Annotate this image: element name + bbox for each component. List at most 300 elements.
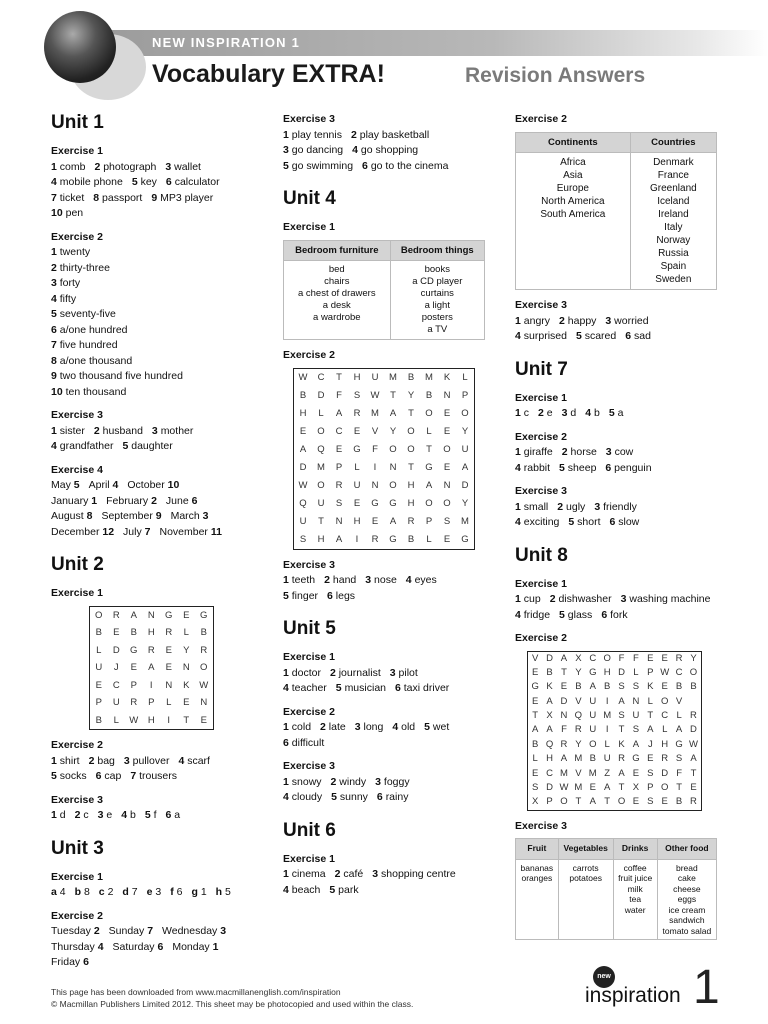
grid-letter: L [676, 710, 682, 722]
grid-letter: N [389, 461, 397, 473]
table-item: Europe [556, 183, 589, 194]
answer-item: July 7 [123, 525, 151, 538]
unit-heading: Unit 7 [515, 358, 568, 380]
table-item: Italy [664, 222, 683, 233]
grid-letter: R [147, 644, 155, 656]
series-title: NEW INSPIRATION 1 [152, 35, 301, 50]
table-cell [558, 859, 613, 940]
inspiration-logo [585, 962, 725, 1014]
grid-letter: O [560, 796, 568, 808]
grid-letter: Q [574, 710, 583, 722]
answer-block [283, 666, 498, 697]
answer-item: 3 mother [151, 424, 194, 437]
answer-item: 2 photograph [94, 160, 157, 173]
answer-item: 4 rabbit [515, 461, 551, 474]
answer-item: 6 sad [625, 330, 651, 342]
answer-item: 3 wallet [165, 160, 201, 173]
grid-letter: W [660, 666, 670, 678]
table-item: cheese [673, 883, 701, 894]
answer-line [515, 461, 725, 477]
grid-letter: C [546, 767, 554, 779]
answer-line [283, 790, 498, 806]
answer-line [283, 681, 498, 697]
answer-block [515, 314, 725, 345]
answer-line [51, 769, 266, 785]
answer-item: 3 e [97, 809, 113, 821]
exercise-label: Exercise 3 [283, 113, 335, 125]
grid-letter: P [546, 796, 553, 808]
grid-row [294, 477, 474, 495]
grid-letter: E [632, 767, 640, 779]
grid-letter: N [443, 479, 451, 491]
grid-letter: T [183, 714, 190, 726]
grid-letter: U [603, 753, 611, 765]
answer-line [51, 292, 266, 308]
grid-letter: T [618, 782, 625, 794]
grid-letter: T [408, 407, 414, 419]
answer-item: 6 fork [601, 608, 628, 621]
grid-row [528, 652, 701, 666]
grid-letter: P [95, 697, 102, 708]
answer-line [283, 128, 498, 144]
grid-letter: E [532, 767, 539, 779]
grid-letter: L [113, 714, 119, 726]
grid-letter: O [589, 738, 597, 750]
unit-heading: Unit 4 [283, 188, 336, 209]
answer-item: f 6 [170, 886, 183, 898]
grid-letter: D [546, 652, 554, 664]
exercise-label: Exercise 1 [51, 870, 103, 883]
answer-line [51, 245, 266, 261]
answer-item: 5 musician [335, 682, 386, 694]
table-item: tea [629, 894, 642, 905]
grid-letter: T [532, 710, 539, 722]
grid-letter: W [298, 371, 308, 383]
word-search-grid [527, 651, 702, 811]
grid-letter: W [298, 479, 308, 491]
grid-letter: D [112, 644, 120, 656]
grid-letter: J [113, 662, 119, 673]
grid-letter: E [560, 681, 568, 693]
answer-line [283, 775, 498, 791]
answer-item: 5 daughter [122, 440, 173, 452]
answer-item: Tuesday 2 [51, 925, 100, 937]
table-item: books [424, 264, 450, 275]
new-badge-icon: new [593, 966, 615, 988]
answer-block [51, 160, 266, 222]
answer-item: 9 two thousand five hundred [51, 370, 183, 382]
table-header: Other food [657, 839, 716, 860]
answer-item: November 11 [159, 525, 222, 538]
exercise-label: Exercise 2 [515, 113, 567, 125]
table-item: a wardrobe [313, 312, 361, 323]
answer-line [51, 354, 266, 370]
answer-line [515, 515, 725, 531]
answer-item: 2 hand [324, 574, 357, 586]
answer-item: 5 finger [283, 589, 319, 602]
unit-heading: Unit 6 [283, 819, 336, 841]
grid-letter: S [532, 782, 539, 794]
table-item: bananas [520, 862, 554, 873]
answer-item: 6 go to the cinema [362, 159, 449, 172]
answer-block [283, 128, 498, 175]
grid-letter: I [149, 679, 153, 691]
grid-letter: A [425, 479, 433, 491]
table-item: water [624, 904, 646, 915]
grid-letter: E [353, 497, 361, 509]
exercise-label: Exercise 3 [51, 409, 103, 421]
footer-notice [51, 986, 413, 1010]
grid-letter: T [408, 461, 414, 473]
table-item: posters [421, 312, 453, 323]
table-item: a light [424, 300, 450, 311]
grid-letter: A [632, 738, 640, 750]
grid-letter: E [532, 666, 539, 678]
answer-line [283, 159, 498, 175]
grid-letter: I [167, 714, 171, 726]
grid-letter: O [603, 652, 611, 664]
answer-block [515, 592, 725, 623]
grid-letter: H [407, 497, 415, 509]
answer-item: 5 go swimming [283, 159, 354, 172]
exercise-label: Exercise 1 [283, 221, 335, 233]
answer-line [283, 589, 498, 605]
bedroom-table [283, 240, 485, 341]
table-item: a TV [427, 324, 448, 335]
answer-item: 6 a/one hundred [51, 323, 128, 336]
grid-letter: H [317, 533, 325, 545]
grid-row [294, 387, 474, 405]
answer-item: 2 e [538, 407, 553, 419]
answer-item: 1 play tennis [283, 128, 342, 141]
answer-line [51, 478, 266, 494]
table-item: fruit juice [618, 873, 653, 884]
answer-line [51, 955, 266, 971]
answer-item: 3 shopping centre [372, 868, 456, 880]
grid-letter: R [335, 479, 343, 491]
grid-letter: M [603, 710, 612, 722]
grid-row [528, 795, 701, 809]
grid-row [294, 513, 474, 531]
grid-row [294, 405, 474, 423]
table-item: a CD player [412, 276, 463, 287]
grid-letter: W [689, 738, 698, 750]
answer-item: 1 shirt [51, 754, 80, 767]
grid-letter: H [353, 515, 361, 527]
grid-letter: R [407, 515, 415, 527]
grid-letter: N [165, 679, 173, 691]
exercise-label: Exercise 3 [515, 485, 567, 497]
exercise-label: Exercise 2 [51, 909, 103, 922]
table-item: potatoes [569, 873, 602, 884]
grid-letter: R [690, 796, 697, 808]
answer-line [283, 573, 498, 589]
logo-number: 1 [693, 961, 720, 1014]
grid-letter: P [335, 461, 343, 473]
answer-line [51, 924, 266, 940]
answer-line [51, 754, 266, 770]
answer-item: Thursday 4 [51, 940, 104, 953]
grid-letter: E [443, 425, 451, 437]
answer-item: 3 worried [605, 314, 649, 327]
grid-letter: E [661, 681, 668, 693]
grid-row [90, 642, 213, 660]
table-item: Norway [656, 235, 691, 246]
table-item: bread [676, 862, 698, 873]
table-header: Bedroom things [390, 240, 484, 261]
grid-letter: H [147, 714, 155, 726]
grid-letter: A [546, 695, 553, 707]
grid-letter: A [532, 724, 539, 736]
grid-row [90, 624, 213, 642]
grid-letter: E [532, 695, 539, 707]
answer-item: 4 eyes [405, 574, 437, 586]
grid-letter: K [546, 681, 553, 693]
page-title: Vocabulary EXTRA! [152, 60, 385, 88]
answer-item: 3 cow [605, 446, 634, 458]
grid-letter: C [661, 710, 669, 722]
grid-letter: X [546, 710, 553, 722]
table-header: Countries [630, 132, 716, 153]
table-item: bed [328, 264, 345, 275]
answer-item: 3 d [561, 407, 577, 419]
column-1 [51, 112, 266, 971]
answer-item: 5 sunny [331, 791, 368, 803]
grid-letter: D [317, 389, 325, 401]
grid-letter: E [335, 443, 343, 455]
answer-item: 4 go shopping [352, 144, 419, 156]
answer-line [515, 608, 725, 624]
grid-letter: A [675, 724, 683, 736]
grid-row [528, 666, 701, 680]
answer-item: 2 dishwasher [549, 593, 612, 605]
grid-letter: Y [183, 644, 190, 656]
unit-heading: Unit 1 [51, 112, 104, 133]
grid-letter: P [130, 679, 137, 691]
answer-item: 4 scarf [178, 754, 210, 767]
word-search-grid [89, 606, 214, 731]
table-item: Ireland [658, 209, 689, 220]
grid-letter: O [425, 497, 433, 509]
answer-item: g 1 [191, 886, 207, 898]
answer-line [51, 385, 266, 401]
grid-letter: T [318, 515, 324, 527]
answer-item: 5 short [568, 516, 601, 528]
grid-letter: V [675, 695, 683, 707]
answer-item: 4 teacher [283, 682, 327, 694]
answer-line [51, 509, 266, 525]
grid-letter: A [299, 443, 307, 455]
grid-letter: B [425, 389, 433, 401]
table-item: Africa [560, 157, 586, 168]
column-3 [515, 112, 725, 948]
answer-item: 5 socks [51, 770, 87, 782]
table-header: Drinks [613, 839, 657, 860]
grid-letter: O [425, 407, 433, 419]
grid-letter: L [166, 697, 172, 708]
grid-letter: E [647, 652, 654, 664]
grid-row [528, 767, 701, 781]
answer-line [51, 885, 266, 901]
answer-item: 3 pilot [389, 666, 418, 679]
answer-line [51, 525, 266, 541]
answer-line [51, 307, 266, 323]
exercise-label: Exercise 1 [51, 145, 103, 157]
answer-line [283, 143, 498, 159]
grid-letter: M [461, 515, 469, 527]
grid-letter: H [661, 738, 669, 750]
grid-letter: U [112, 697, 120, 708]
grid-letter: O [661, 782, 669, 794]
answer-item: May 5 [51, 479, 80, 491]
answer-item: 9 MP3 player [151, 191, 214, 204]
grid-letter: H [353, 371, 361, 383]
answer-item: 3 foggy [375, 775, 410, 788]
grid-row [528, 752, 701, 766]
grid-letter: G [675, 738, 683, 750]
grid-letter: H [147, 627, 155, 638]
grid-letter: S [647, 767, 654, 779]
answer-line [51, 338, 266, 354]
answer-item: 2 c [74, 809, 89, 821]
grid-letter: N [560, 710, 568, 722]
grid-letter: O [407, 443, 415, 455]
answer-line [51, 940, 266, 956]
grid-letter: A [589, 796, 596, 808]
table-item: carrots [572, 862, 599, 873]
grid-letter: N [632, 695, 640, 707]
grid-letter: R [560, 738, 568, 750]
answer-item: 1 twenty [51, 246, 91, 258]
grid-letter: U [589, 710, 597, 722]
grid-letter: T [647, 710, 654, 722]
grid-letter: E [165, 662, 172, 673]
grid-letter: I [373, 461, 377, 473]
grid-letter: A [589, 681, 596, 693]
exercise-label: Exercise 3 [515, 299, 567, 311]
exercise-label: Exercise 3 [51, 793, 103, 806]
grid-letter: O [389, 479, 397, 491]
grid-letter: L [183, 627, 189, 638]
grid-letter: Q [299, 497, 307, 509]
answer-line [283, 867, 498, 883]
answer-line [51, 175, 266, 191]
grid-letter: R [371, 533, 379, 545]
grid-letter: G [589, 666, 597, 678]
grid-letter: E [647, 753, 654, 765]
answer-block [51, 885, 266, 901]
grid-letter: R [618, 753, 625, 765]
grid-letter: E [632, 796, 640, 808]
grid-letter: O [407, 425, 415, 437]
table-item: France [657, 170, 689, 181]
answer-item: March 3 [170, 510, 209, 522]
answer-block [283, 775, 498, 806]
grid-letter: W [559, 782, 569, 794]
grid-letter: B [95, 714, 102, 726]
unit-heading: Unit 5 [283, 618, 336, 639]
grid-letter: E [661, 796, 668, 808]
grid-letter: D [461, 479, 469, 491]
grid-letter: T [690, 767, 697, 779]
answer-item: 1 d [51, 809, 66, 821]
grid-letter: D [618, 666, 625, 678]
grid-letter: I [605, 695, 609, 707]
answer-item: 4 fridge [515, 608, 551, 621]
answer-item: June 6 [165, 494, 198, 507]
table-item: Sweden [655, 274, 692, 285]
grid-letter: W [199, 679, 209, 691]
answer-item: c 2 [98, 886, 114, 898]
grid-letter: A [560, 652, 568, 664]
table-item: chairs [324, 276, 350, 287]
grid-letter: Y [461, 497, 469, 509]
answer-block [51, 808, 266, 824]
grid-letter: M [574, 782, 583, 794]
answer-item: 3 washing machine [620, 593, 711, 605]
grid-row [294, 531, 474, 549]
answer-block [515, 406, 725, 422]
answer-item: January 1 [51, 494, 98, 507]
grid-letter: C [589, 652, 597, 664]
answer-item: 1 cinema [283, 868, 326, 880]
exercise-label: Exercise 4 [51, 463, 103, 476]
grid-letter: V [575, 695, 582, 707]
grid-letter: T [676, 782, 682, 794]
answer-line [51, 369, 266, 385]
answer-item: 3 pullover [123, 754, 170, 767]
grid-letter: L [426, 533, 432, 545]
answer-item: 6 difficult [283, 736, 325, 749]
answer-block [283, 720, 498, 751]
answer-item: 3 friendly [594, 500, 637, 513]
exercise-label: Exercise 2 [51, 739, 103, 751]
grid-letter: P [647, 666, 654, 678]
grid-letter: M [574, 753, 583, 765]
table-item: Spain [660, 261, 687, 272]
grid-letter: Z [604, 767, 611, 779]
table-cell [390, 261, 484, 340]
grid-letter: G [425, 461, 433, 473]
answer-block [51, 754, 266, 785]
answer-line [51, 276, 266, 292]
grid-letter: B [532, 738, 539, 750]
exercise-label: Exercise 2 [283, 705, 335, 718]
answer-item: Monday 1 [172, 940, 219, 953]
table-item: oranges [521, 873, 553, 884]
grid-letter: A [546, 724, 553, 736]
grid-letter: P [461, 389, 469, 401]
answer-line [51, 424, 266, 440]
grid-letter: G [632, 753, 640, 765]
answer-item: 5 glass [559, 608, 593, 621]
answer-item: 2 husband [93, 424, 143, 437]
grid-letter: S [618, 681, 625, 693]
grid-letter: O [461, 407, 469, 419]
exercise-label: Exercise 1 [51, 587, 103, 599]
grid-row [528, 695, 701, 709]
answer-item: h 5 [215, 886, 231, 898]
grid-letter: A [560, 753, 568, 765]
exercise-label: Exercise 1 [283, 651, 335, 663]
table-item: Denmark [653, 157, 694, 168]
table-item: milk [627, 883, 643, 894]
grid-letter: C [317, 371, 325, 383]
table-item: sandwich [669, 915, 705, 926]
grid-letter: O [200, 662, 208, 673]
grid-letter: N [335, 515, 343, 527]
answer-item: September 9 [101, 510, 162, 522]
